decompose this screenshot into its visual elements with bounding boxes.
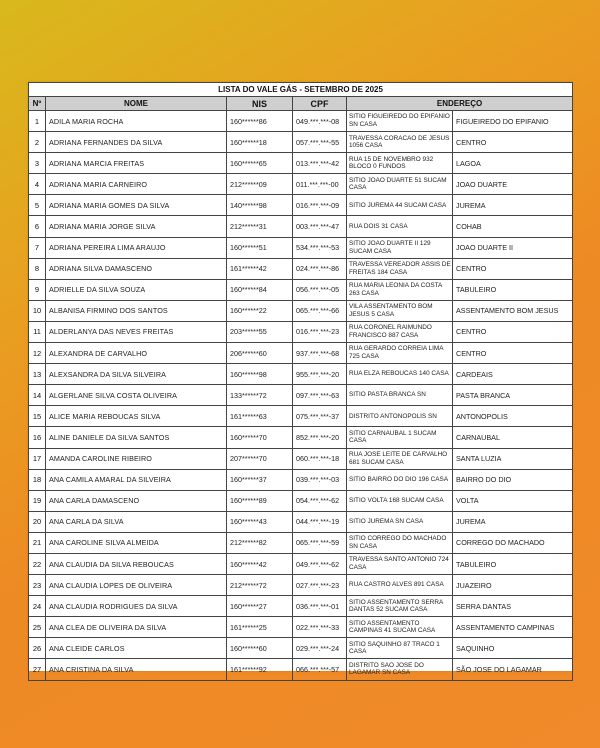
row-number: 22 <box>29 553 46 574</box>
table-row <box>29 406 573 427</box>
cpf-number: 056.***.***-05 <box>293 279 347 300</box>
nis-number: 207******70 <box>227 448 293 469</box>
person-name: ADRIANA PEREIRA LIMA ARAUJO <box>46 237 227 258</box>
nis-number: 160******70 <box>227 427 293 448</box>
table-row <box>29 174 573 195</box>
neighborhood: SERRA DANTAS <box>453 596 573 617</box>
col-header-name: NOME <box>46 97 227 111</box>
row-number: 23 <box>29 575 46 596</box>
cpf-number: 852.***.***-20 <box>293 427 347 448</box>
cpf-number: 027.***.***-23 <box>293 575 347 596</box>
street-address: SITIO SAQUINHO 87 TRACO 1 CASA <box>347 638 453 659</box>
nis-number: 160******89 <box>227 490 293 511</box>
nis-number: 161******92 <box>227 659 293 680</box>
nis-number: 133******72 <box>227 385 293 406</box>
person-name: ADRIELLE DA SILVA SOUZA <box>46 279 227 300</box>
cpf-number: 955.***.***-20 <box>293 364 347 385</box>
table-row <box>29 195 573 216</box>
cpf-number: 036.***.***-01 <box>293 596 347 617</box>
row-number: 7 <box>29 237 46 258</box>
nis-number: 206******60 <box>227 343 293 364</box>
table-row <box>29 216 573 237</box>
street-address: VILA ASSENTAMENTO BOM JESUS 5 CASA <box>347 300 453 321</box>
row-number: 27 <box>29 659 46 680</box>
row-number: 11 <box>29 321 46 342</box>
person-name: ALEXANDRA DE CARVALHO <box>46 343 227 364</box>
neighborhood: CARDEAIS <box>453 364 573 385</box>
neighborhood: JOAO DUARTE II <box>453 237 573 258</box>
table-row <box>29 617 573 638</box>
street-address: SITIO CARNAUBAL 1 SUCAM CASA <box>347 427 453 448</box>
table-row <box>29 638 573 659</box>
table-row <box>29 575 573 596</box>
row-number: 5 <box>29 195 46 216</box>
row-number: 25 <box>29 617 46 638</box>
cpf-number: 054.***.***-62 <box>293 490 347 511</box>
neighborhood: CENTRO <box>453 343 573 364</box>
table-row <box>29 364 573 385</box>
nis-number: 161******63 <box>227 406 293 427</box>
header-row <box>29 97 573 111</box>
cpf-number: 057.***.***-55 <box>293 132 347 153</box>
nis-number: 212******72 <box>227 575 293 596</box>
nis-number: 160******18 <box>227 132 293 153</box>
person-name: ANA CLAUDIA LOPES DE OLIVEIRA <box>46 575 227 596</box>
person-name: ADRIANA MARIA CARNEIRO <box>46 174 227 195</box>
neighborhood: JUAZEIRO <box>453 575 573 596</box>
col-header-number: Nº <box>29 97 46 111</box>
person-name: ANA CRISTINA DA SILVA <box>46 659 227 680</box>
street-address: RUA JOSE LEITE DE CARVALHO 681 SUCAM CASA <box>347 448 453 469</box>
col-header-address: ENDEREÇO <box>347 97 573 111</box>
row-number: 17 <box>29 448 46 469</box>
row-number: 16 <box>29 427 46 448</box>
person-name: ANA CLAUDIA DA SILVA REBOUCAS <box>46 553 227 574</box>
cpf-number: 097.***.***-63 <box>293 385 347 406</box>
neighborhood: ASSENTAMENTO BOM JESUS <box>453 300 573 321</box>
cpf-number: 049.***.***-62 <box>293 553 347 574</box>
person-name: ANA CLAUDIA RODRIGUES DA SILVA <box>46 596 227 617</box>
neighborhood: SANTA LUZIA <box>453 448 573 469</box>
person-name: ANA CLEA DE OLIVEIRA DA SILVA <box>46 617 227 638</box>
neighborhood: TABULEIRO <box>453 553 573 574</box>
street-address: SITIO PASTA BRANCA SN <box>347 385 453 406</box>
street-address: SITIO JOAO DUARTE II 129 SUCAM CASA <box>347 237 453 258</box>
cpf-number: 039.***.***-03 <box>293 469 347 490</box>
cpf-number: 075.***.***-37 <box>293 406 347 427</box>
table-row <box>29 659 573 680</box>
person-name: ADRIANA MARIA GOMES DA SILVA <box>46 195 227 216</box>
nis-number: 160******51 <box>227 237 293 258</box>
table-row <box>29 321 573 342</box>
table-row <box>29 385 573 406</box>
street-address: RUA ELZA REBOUCAS 140 CASA <box>347 364 453 385</box>
street-address: RUA CASTRO ALVES 891 CASA <box>347 575 453 596</box>
street-address: DISTRITO SAO JOSE DO LAGAMAR SN CASA <box>347 659 453 680</box>
table-row <box>29 553 573 574</box>
neighborhood: ASSENTAMENTO CAMPINAS <box>453 617 573 638</box>
street-address: RUA 15 DE NOVEMBRO 932 BLOCO 0 FUNDOS <box>347 153 453 174</box>
table-row <box>29 258 573 279</box>
neighborhood: SÃO JOSE DO LAGAMAR <box>453 659 573 680</box>
nis-number: 203******55 <box>227 321 293 342</box>
table-row <box>29 343 573 364</box>
nis-number: 161******42 <box>227 258 293 279</box>
street-address: SITIO JUREMA 44 SUCAM CASA <box>347 195 453 216</box>
row-number: 26 <box>29 638 46 659</box>
nis-number: 140******98 <box>227 195 293 216</box>
cpf-number: 013.***.***-42 <box>293 153 347 174</box>
row-number: 2 <box>29 132 46 153</box>
nis-number: 160******27 <box>227 596 293 617</box>
nis-number: 161******25 <box>227 617 293 638</box>
row-number: 6 <box>29 216 46 237</box>
table-row <box>29 111 573 132</box>
row-number: 4 <box>29 174 46 195</box>
table-row <box>29 132 573 153</box>
neighborhood: SAQUINHO <box>453 638 573 659</box>
row-number: 12 <box>29 343 46 364</box>
table-row <box>29 490 573 511</box>
person-name: ANA CAMILA AMARAL DA SILVEIRA <box>46 469 227 490</box>
row-number: 18 <box>29 469 46 490</box>
row-number: 3 <box>29 153 46 174</box>
person-name: AMANDA CAROLINE RIBEIRO <box>46 448 227 469</box>
street-address: SITIO CORREGO DO MACHADO SN CASA <box>347 532 453 553</box>
street-address: SITIO JOAO DUARTE 51 SUCAM CASA <box>347 174 453 195</box>
street-address: TRAVESSA VEREADOR ASSIS DE FREITAS 184 CASA <box>347 258 453 279</box>
row-number: 15 <box>29 406 46 427</box>
street-address: TRAVESSA CORACAO DE JESUS 1056 CASA <box>347 132 453 153</box>
street-address: RUA CORONEL RAIMUNDO FRANCISCO 887 CASA <box>347 321 453 342</box>
nis-number: 160******42 <box>227 553 293 574</box>
neighborhood: JOAO DUARTE <box>453 174 573 195</box>
table-row <box>29 153 573 174</box>
list-sheet <box>28 82 572 677</box>
table-row <box>29 448 573 469</box>
neighborhood: COHAB <box>453 216 573 237</box>
cpf-number: 029.***.***-24 <box>293 638 347 659</box>
cpf-number: 011.***.***-00 <box>293 174 347 195</box>
nis-number: 160******84 <box>227 279 293 300</box>
nis-number: 160******86 <box>227 111 293 132</box>
table-row <box>29 279 573 300</box>
neighborhood: FIGUEIREDO DO EPIFANIO <box>453 111 573 132</box>
street-address: SITIO BAIRRO DO DIO 196 CASA <box>347 469 453 490</box>
neighborhood: ANTONOPOLIS <box>453 406 573 427</box>
person-name: ALICE MARIA REBOUCAS SILVA <box>46 406 227 427</box>
row-number: 1 <box>29 111 46 132</box>
cpf-number: 022.***.***-33 <box>293 617 347 638</box>
row-number: 20 <box>29 511 46 532</box>
nis-number: 160******22 <box>227 300 293 321</box>
neighborhood: CENTRO <box>453 321 573 342</box>
neighborhood: CORREGO DO MACHADO <box>453 532 573 553</box>
person-name: ALINE DANIELE DA SILVA SANTOS <box>46 427 227 448</box>
row-number: 13 <box>29 364 46 385</box>
neighborhood: BAIRRO DO DIO <box>453 469 573 490</box>
row-number: 8 <box>29 258 46 279</box>
nis-number: 160******60 <box>227 638 293 659</box>
beneficiary-table <box>28 82 573 681</box>
table-row <box>29 469 573 490</box>
col-header-cpf: CPF <box>293 97 347 111</box>
table-row <box>29 511 573 532</box>
street-address: SITIO ASSENTAMENTO SERRA DANTAS 52 SUCAM CASA <box>347 596 453 617</box>
neighborhood: CENTRO <box>453 258 573 279</box>
title-row <box>29 83 573 97</box>
neighborhood: JUREMA <box>453 195 573 216</box>
neighborhood: VOLTA <box>453 490 573 511</box>
street-address: DISTRITO ANTONOPOLIS SN <box>347 406 453 427</box>
person-name: ANA CLEIDE CARLOS <box>46 638 227 659</box>
street-address: RUA DOIS 31 CASA <box>347 216 453 237</box>
nis-number: 160******43 <box>227 511 293 532</box>
person-name: ADRIANA FERNANDES DA SILVA <box>46 132 227 153</box>
table-row <box>29 300 573 321</box>
neighborhood: TABULEIRO <box>453 279 573 300</box>
nis-number: 212******82 <box>227 532 293 553</box>
row-number: 21 <box>29 532 46 553</box>
person-name: ALGERLANE SILVA COSTA OLIVEIRA <box>46 385 227 406</box>
person-name: ANA CARLA DAMASCENO <box>46 490 227 511</box>
cpf-number: 024.***.***-86 <box>293 258 347 279</box>
neighborhood: LAGOA <box>453 153 573 174</box>
cpf-number: 937.***.***-68 <box>293 343 347 364</box>
row-number: 14 <box>29 385 46 406</box>
row-number: 19 <box>29 490 46 511</box>
table-row <box>29 596 573 617</box>
cpf-number: 065.***.***-66 <box>293 300 347 321</box>
street-address: SITIO JUREMA SN CASA <box>347 511 453 532</box>
neighborhood: PASTA BRANCA <box>453 385 573 406</box>
row-number: 10 <box>29 300 46 321</box>
person-name: ANA CARLA DA SILVA <box>46 511 227 532</box>
col-header-nis: NIS <box>227 97 293 111</box>
table-row <box>29 237 573 258</box>
cpf-number: 534.***.***-53 <box>293 237 347 258</box>
cpf-number: 016.***.***-09 <box>293 195 347 216</box>
street-address: SITIO FIGUEIREDO DO EPIFANIO SN CASA <box>347 111 453 132</box>
street-address: RUA GERARDO CORREIA LIMA 725 CASA <box>347 343 453 364</box>
cpf-number: 060.***.***-18 <box>293 448 347 469</box>
table-row <box>29 427 573 448</box>
person-name: ADRIANA MARCIA FREITAS <box>46 153 227 174</box>
cpf-number: 016.***.***-23 <box>293 321 347 342</box>
nis-number: 160******98 <box>227 364 293 385</box>
table-body <box>29 111 573 681</box>
person-name: ALBANISA FIRMINO DOS SANTOS <box>46 300 227 321</box>
nis-number: 160******37 <box>227 469 293 490</box>
person-name: ADRIANA SILVA DAMASCENO <box>46 258 227 279</box>
street-address: RUA MARIA LEONIA DA COSTA 263 CASA <box>347 279 453 300</box>
nis-number: 212******09 <box>227 174 293 195</box>
cpf-number: 049.***.***-08 <box>293 111 347 132</box>
list-title: LISTA DO VALE GÁS - SETEMBRO DE 2025 <box>29 83 573 97</box>
row-number: 24 <box>29 596 46 617</box>
neighborhood: CARNAUBAL <box>453 427 573 448</box>
cpf-number: 044.***.***-19 <box>293 511 347 532</box>
nis-number: 160******65 <box>227 153 293 174</box>
person-name: ADILA MARIA ROCHA <box>46 111 227 132</box>
table-row <box>29 532 573 553</box>
cpf-number: 066.***.***-57 <box>293 659 347 680</box>
nis-number: 212******31 <box>227 216 293 237</box>
street-address: SITIO ASSENTAMENTO CAMPINAS 41 SUCAM CASA <box>347 617 453 638</box>
cpf-number: 003.***.***-47 <box>293 216 347 237</box>
person-name: ALDERLANYA DAS NEVES FREITAS <box>46 321 227 342</box>
person-name: ADRIANA MARIA JORGE SILVA <box>46 216 227 237</box>
street-address: TRAVESSA SANTO ANTONIO 724 CASA <box>347 553 453 574</box>
neighborhood: JUREMA <box>453 511 573 532</box>
neighborhood: CENTRO <box>453 132 573 153</box>
person-name: ALEXSANDRA DA SILVA SILVEIRA <box>46 364 227 385</box>
street-address: SITIO VOLTA 168 SUCAM CASA <box>347 490 453 511</box>
cpf-number: 065.***.***-59 <box>293 532 347 553</box>
person-name: ANA CAROLINE SILVA ALMEIDA <box>46 532 227 553</box>
row-number: 9 <box>29 279 46 300</box>
